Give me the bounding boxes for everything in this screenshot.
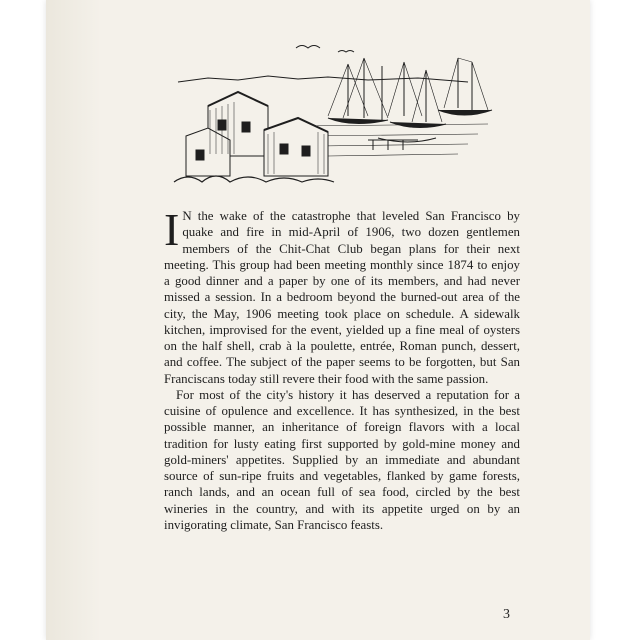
harbor-ships-illustration <box>168 36 498 188</box>
paragraph-1-text: N the wake of the catastrophe that leveled San Francisco by quake and fire in mid-April of 1906, two dozen gentlemen members of the Chit-Chat Club began plans for their next meeting. This group had been meeting monthly since 1874 to enjoy a good dinner and a paper by one of its members, and had never missed a session. In a bedroom beyond the burned-out area of the city, the May, 1906 meeting took place on schedule. A sidewalk kitchen, improvised for the event, yielded up a fine meal of oysters on the half shell, crab à la poulette, entrée, Roman punch, dessert, and coffee. The subject of the paper seems to be forgotten, but San Franciscans today still revere their food with the same passion. <box>164 209 520 386</box>
paragraph-2: For most of the city's history it has deserved a reputation for a cuisine of opulence and excellence. It has synthesized, in the best possible manner, an inheritance of foreign flavors with a local tradition for lusty eating first supported by gold-mine money and gold-miners' appetites. Supplied by an immediate and abundant source of sun-ripe fruits and vegetables, flanked by game forests, ranch lands, and an ocean full of sea food, circled by the best wineries in the country, and with its appetite urged on by an invigorating climate, San Francisco feasts. <box>164 387 520 532</box>
book-gutter <box>46 0 138 640</box>
paragraph-1 <box>164 204 520 387</box>
page-number: 3 <box>503 607 510 622</box>
drop-cap: I <box>164 204 180 255</box>
body-text <box>164 204 520 533</box>
